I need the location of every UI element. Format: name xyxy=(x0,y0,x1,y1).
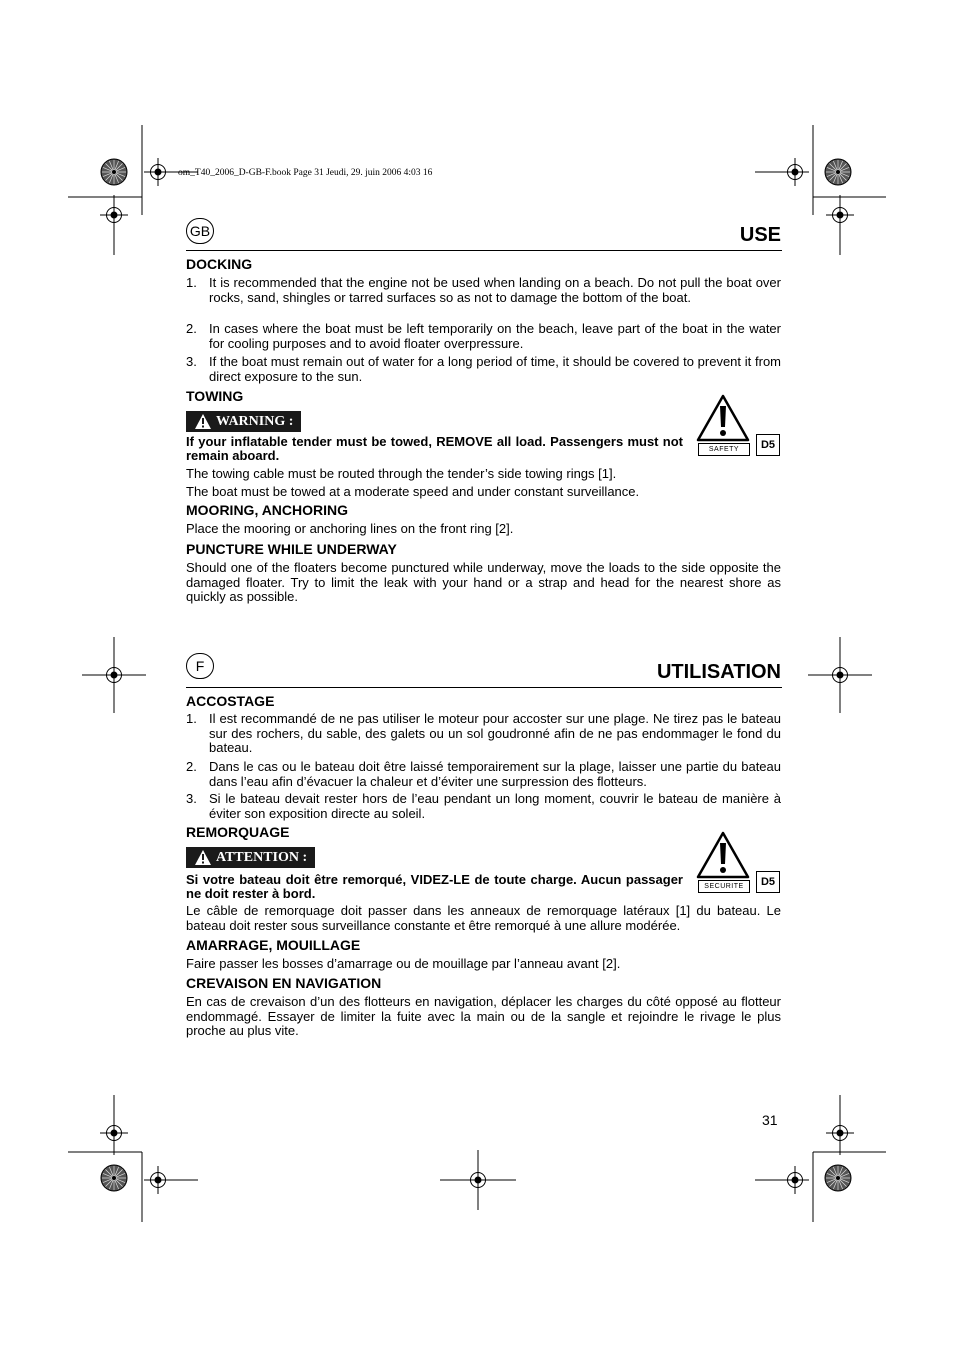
attention-label-text: ATTENTION : xyxy=(216,850,308,865)
section-title-utilisation: UTILISATION xyxy=(656,661,781,683)
warning-label xyxy=(186,411,301,432)
list-number: 3. xyxy=(186,791,197,806)
list-item xyxy=(186,276,781,320)
accostage-heading: ACCOSTAGE xyxy=(186,693,275,709)
list-item xyxy=(186,760,781,790)
warning-text: If your inflatable tender must be towed, REMOVE all load. Passengers must not remain aboard. xyxy=(186,434,683,463)
section-divider xyxy=(186,250,782,251)
list-text: Il est recommandé de ne pas utiliser le moteur pour accoster sur une plage. Ne tirez pas le bateau sur des rochers, du sable, des galets ou un sol goudronné afin de ne pas endommager le fond du bateau. xyxy=(209,711,781,755)
securite-warning-sign-icon xyxy=(696,830,750,880)
puncture-paragraph: Should one of the floaters become punctured while underway, move the loads to the side opposite the damaged floater. Try to limit the leak with your hand or a strap and head for the nearest shore as quickly as possible. xyxy=(186,560,781,604)
towing-paragraph: The boat must be towed at a moderate speed and under constant surveillance. xyxy=(186,484,640,499)
safety-sign-label: SAFETY xyxy=(698,443,750,456)
list-text: It is recommended that the engine not be used when landing on a beach. Do not pull the boat over rocks, sand, shingles or tarred surfaces so as not to damage the bottom of the boat. xyxy=(209,275,781,305)
list-number: 3. xyxy=(186,354,197,369)
crevaison-heading: CREVAISON EN NAVIGATION xyxy=(186,975,382,991)
list-text: Dans le cas ou le bateau doit être laissé temporairement sur la plage, laisser une partie du bateau dans l’eau afin d’évacuer la chaleur et d’éviter une surpression des flotteurs. xyxy=(209,759,781,789)
sign-code-badge: D5 xyxy=(756,871,780,893)
amarrage-heading: AMARRAGE, MOUILLAGE xyxy=(186,937,361,953)
section-divider xyxy=(186,687,782,688)
warning-triangle-icon xyxy=(194,413,212,430)
language-badge-gb: GB xyxy=(186,218,214,244)
list-text: In cases where the boat must be left temporarily on the beach, leave part of the boat in the water for cooling purposes and to avoid floater overpressure. xyxy=(209,321,781,351)
list-number: 1. xyxy=(186,711,197,726)
list-item xyxy=(186,712,781,756)
language-badge-f: F xyxy=(186,653,214,679)
section-title-use: USE xyxy=(739,224,781,246)
attention-label xyxy=(186,847,315,868)
list-text: If the boat must remain out of water for a long period of time, it should be covered to prevent it from direct exposure to the sun. xyxy=(209,354,781,384)
amarrage-paragraph: Faire passer les bosses d’amarrage ou de mouillage par l’anneau avant [2]. xyxy=(186,956,621,971)
book-file-info: om_T40_2006_D-GB-F.book Page 31 Jeudi, 29. juin 2006 4:03 16 xyxy=(178,168,433,178)
list-text: Si le bateau devait rester hors de l’eau pendant un long moment, couvrir le bateau de manière à éviter son exposition directe au soleil. xyxy=(209,791,781,821)
remorquage-paragraph: Le câble de remorquage doit passer dans les anneaux de remorquage latéraux [1] du bateau. Le bateau doit rester sous surveillance constante et être remorqué à une allure modérée. xyxy=(186,903,781,933)
towing-heading: TOWING xyxy=(186,388,244,404)
crevaison-paragraph: En cas de crevaison d’un des flotteurs en navigation, déplacer les charges du côté opposé au flotteur endommagé. Essayer de limiter la fuite avec la main ou de la sangle et rejoindre le rivage le plus proche au plus vite. xyxy=(186,994,781,1038)
docking-heading: DOCKING xyxy=(186,256,253,272)
list-item xyxy=(186,322,781,352)
securite-sign-label: SECURITE xyxy=(698,880,750,893)
list-item xyxy=(186,355,781,385)
warning-label-text: WARNING : xyxy=(216,414,294,429)
mooring-paragraph: Place the mooring or anchoring lines on the front ring [2]. xyxy=(186,521,514,536)
mooring-heading: MOORING, ANCHORING xyxy=(186,502,349,518)
towing-paragraph: The towing cable must be routed through the tender’s side towing rings [1]. xyxy=(186,466,617,481)
safety-warning-sign-icon xyxy=(696,393,750,443)
list-number: 2. xyxy=(186,321,197,336)
puncture-heading: PUNCTURE WHILE UNDERWAY xyxy=(186,541,397,557)
page-number: 31 xyxy=(762,1112,778,1128)
attention-text: Si votre bateau doit être remorqué, VIDEZ-LE de toute charge. Aucun passager ne doit rester à bord. xyxy=(186,872,683,901)
warning-triangle-icon xyxy=(194,849,212,866)
list-item xyxy=(186,792,781,822)
sign-code-badge: D5 xyxy=(756,434,780,456)
list-number: 2. xyxy=(186,759,197,774)
list-number: 1. xyxy=(186,275,197,290)
remorquage-heading: REMORQUAGE xyxy=(186,824,290,840)
